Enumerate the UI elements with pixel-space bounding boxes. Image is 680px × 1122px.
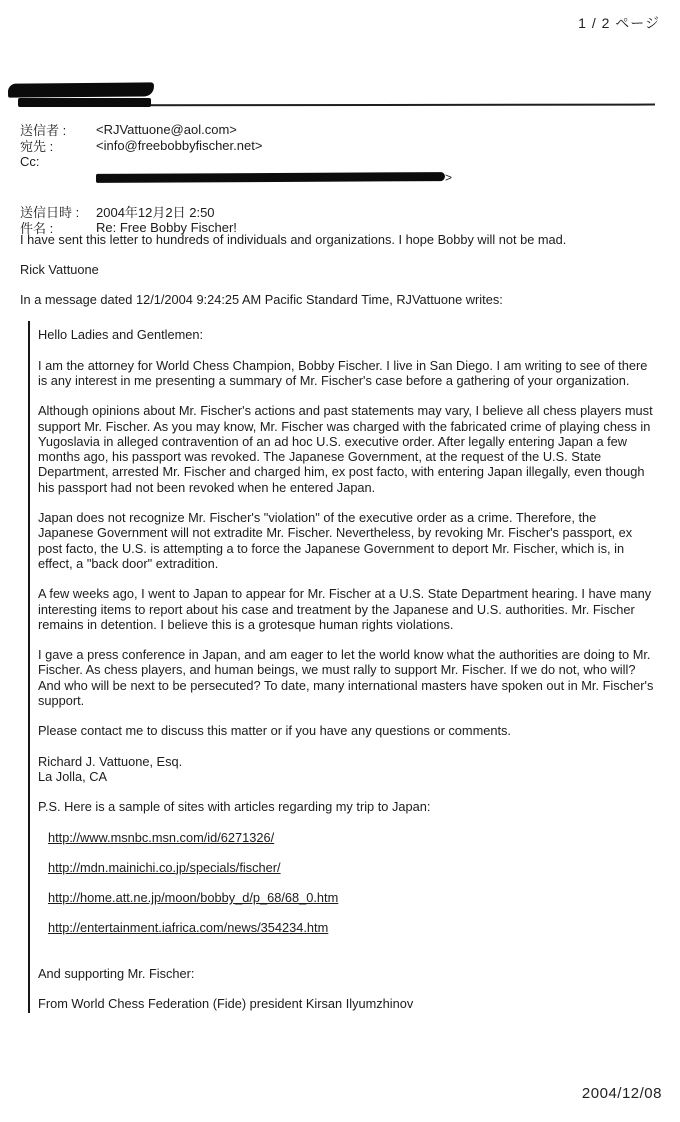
- field-row-cc-continued: [20, 169, 452, 185]
- cc-redaction-trailing-bracket: >: [445, 170, 453, 185]
- ps-line: P.S. Here is a sample of sites with articles regarding my trip to Japan:: [38, 799, 431, 815]
- quote-paragraph: I am the attorney for World Chess Champion, Bobby Fischer. I live in San Diego. I am writing to see of there is any interest in me presenting a summary of Mr. Fischer's case before a gathering of your organization.: [38, 357, 648, 388]
- quote-paragraph: A few weeks ago, I went to Japan to appear for Mr. Fischer at a U.S. State Department hearing. I have many interesting items to report about his case and treatment by the Japanese and U.S. authorities. Mr. Fischer remains in detention. I believe this is a grotesque human rights violations.: [38, 586, 652, 632]
- quoted-message: [28, 321, 654, 1013]
- sender-name-line: Rick Vattuone: [20, 261, 99, 277]
- to-value: <info@freebobbyfischer.net>: [96, 137, 263, 153]
- email-body: [20, 232, 664, 1013]
- sender-label: 送信者 :: [20, 122, 67, 138]
- quote-paragraph: Japan does not recognize Mr. Fischer's "violation" of the executive order as a crime. Therefore, the Japanese Government will not extradite Mr. Fischer. Nevertheless, by revoking Mr. Fischer's passport, ex post facto, the U.S. is attempting a to force the Japanese Government to deport Mr. Fischer, which is, in effect, a "back door" extradition.: [38, 510, 633, 571]
- quote-paragraph: I gave a press conference in Japan, and am eager to let the world know what the authorities are doing to Mr. Fischer. As chess players, and human beings, we must rally to support Mr. Fischer. If we do not, who will? And who will be next to be persecuted? To date, many international masters have spoken out in Mr. Fischer's support.: [38, 647, 654, 709]
- sender-value: <RJVattuone@aol.com>: [96, 121, 237, 137]
- closing-line: And supporting Mr. Fischer:: [38, 965, 195, 981]
- link-mainichi[interactable]: http://mdn.mainichi.co.jp/specials/fischer/: [48, 859, 281, 875]
- redaction-bar-letterhead-top: [8, 82, 154, 97]
- closing-fide-line: From World Chess Federation (Fide) president Kirsan Ilyumzhinov: [38, 996, 414, 1011]
- subject-label: 件名 :: [20, 220, 54, 236]
- sent-date-value: 2004年12月2日 2:50: [96, 204, 215, 220]
- to-label: 宛先 :: [20, 138, 54, 154]
- quote-attribution-line: In a message dated 12/1/2004 9:24:25 AM Pacific Standard Time, RJVattuone writes:: [20, 291, 503, 307]
- sent-date-label: 送信日時 :: [20, 204, 80, 220]
- field-row-cc: [20, 153, 452, 169]
- signature-location: La Jolla, CA: [38, 768, 107, 784]
- link-row: [48, 920, 654, 935]
- link-msnbc[interactable]: http://www.msnbc.msn.com/id/6271326/: [48, 829, 275, 845]
- subject-value: Re: Free Bobby Fischer!: [96, 219, 237, 235]
- print-date: 2004/12/08: [581, 1085, 662, 1102]
- signature-name: Richard J. Vattuone, Esq.: [38, 753, 183, 769]
- link-row: [48, 890, 654, 905]
- quote-paragraph: Although opinions about Mr. Fischer's actions and past statements may vary, I believe all chess players must support Mr. Fischer. As you may know, Mr. Fischer was charged with the fabricated crime of playing chess in Yugoslavia in alleged contravention of an ad hoc U.S. executive order. After legally entering Japan a few months ago, his passport was revoked. The Japanese Government, at the request of the U.S. State Department, arrested Mr. Fischer and charged him, ex post facto, with entering Japan illegally, even though his passport had not been revoked when he entered Japan.: [38, 403, 653, 495]
- redaction-bar-cc-2: [96, 172, 445, 183]
- redaction-bar-letterhead-bottom: [18, 98, 151, 107]
- email-header: [20, 121, 452, 235]
- link-row: [48, 830, 654, 845]
- quote-paragraph: Please contact me to discuss this matter or if you have any questions or comments.: [38, 723, 511, 739]
- page-indicator: 1 / 2 ページ: [578, 15, 660, 31]
- link-row: [48, 860, 654, 875]
- intro-paragraph: I have sent this letter to hundreds of individuals and organizations. I hope Bobby will not be mad.: [20, 232, 567, 247]
- link-iafrica[interactable]: http://entertainment.iafrica.com/news/354234.htm: [48, 920, 329, 936]
- quote-greeting: Hello Ladies and Gentlemen:: [38, 327, 204, 343]
- cc-label: Cc:: [20, 153, 40, 169]
- link-att-home[interactable]: http://home.att.ne.jp/moon/bobby_d/p_68/68_0.htm: [48, 890, 339, 906]
- field-row-to: [20, 137, 452, 153]
